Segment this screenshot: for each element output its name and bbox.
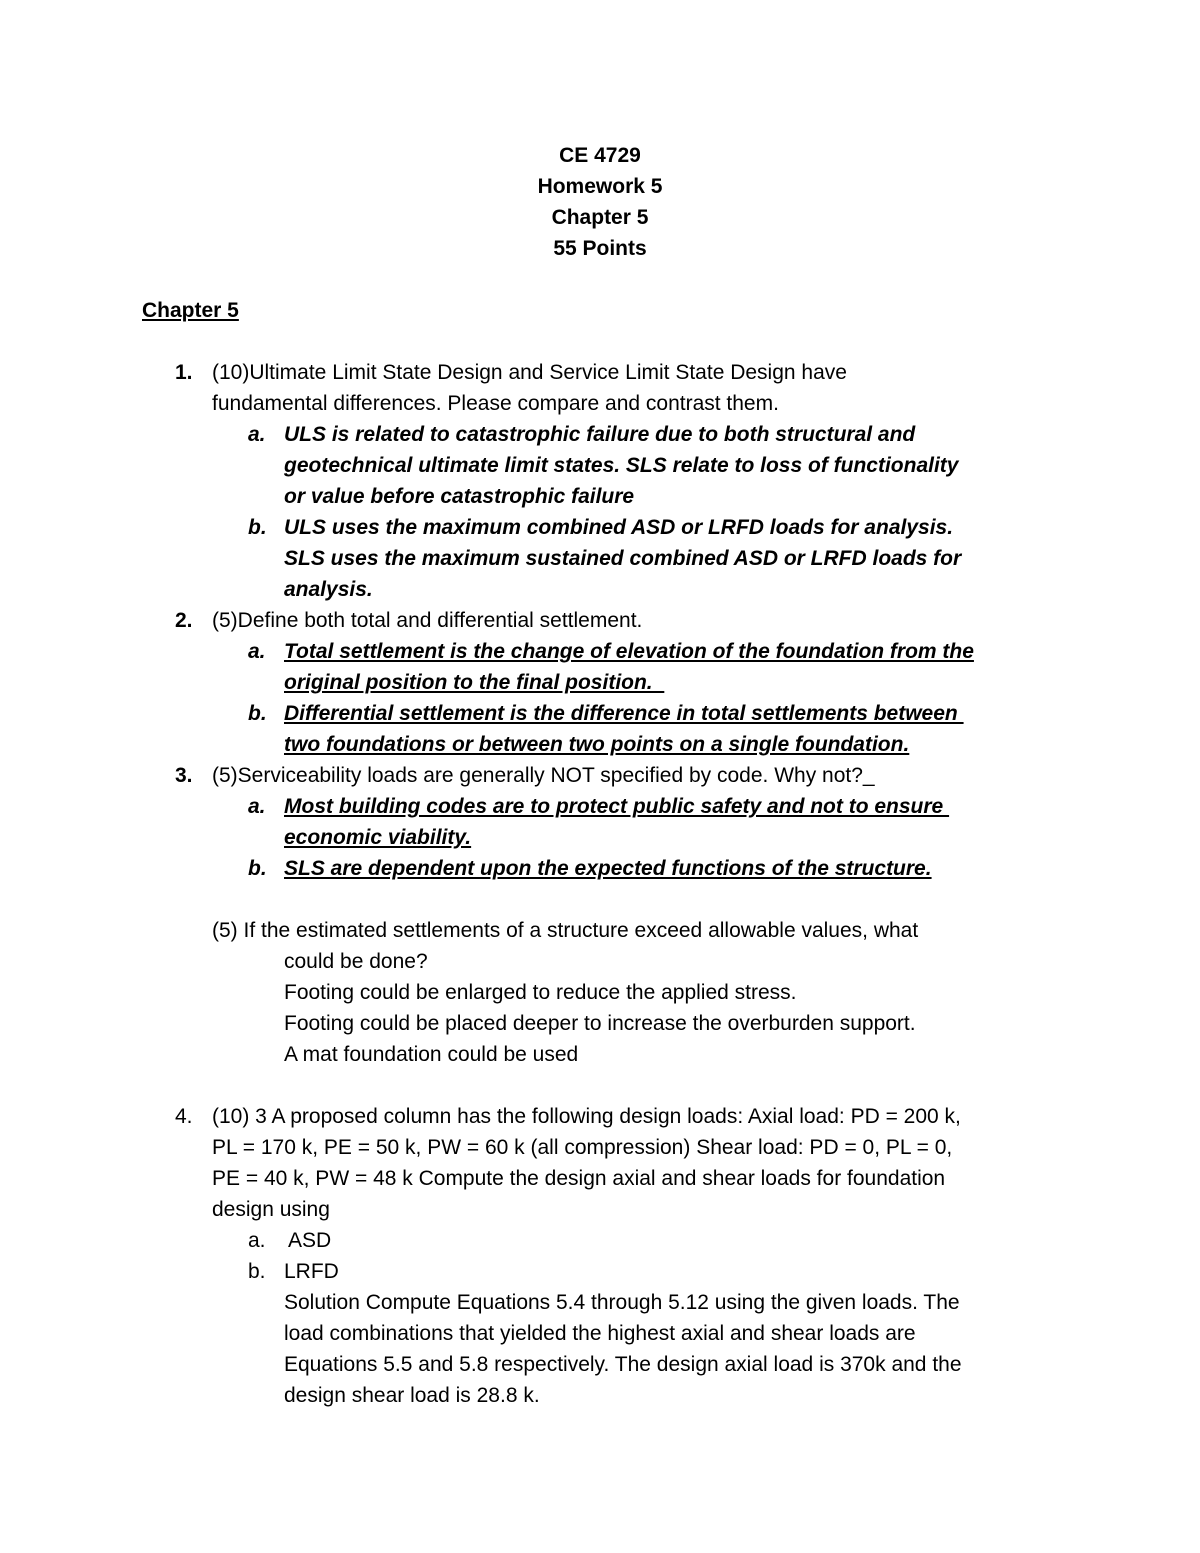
q1-number: 1. <box>175 361 193 384</box>
q1-line2: fundamental differences. Please compare and contrast them. <box>212 392 779 415</box>
course-title: CE 4729 <box>559 144 641 167</box>
q4-number: 4. <box>175 1105 193 1128</box>
qx-line1: (5) If the estimated settlements of a structure exceed allowable values, what <box>212 919 919 942</box>
points-title: 55 Points <box>553 237 647 260</box>
q4-b-label: b. <box>248 1260 266 1283</box>
q1-a-line1: ULS is related to catastrophic failure due to both structural and <box>284 423 916 446</box>
q4-line3: PE = 40 k, PW = 48 k Compute the design axial and shear loads for foundation <box>212 1167 946 1190</box>
q4-line4: design using <box>212 1198 330 1221</box>
q2-number: 2. <box>175 609 193 632</box>
q4-b-text: LRFD <box>284 1260 339 1283</box>
q2-a-line1: Total settlement is the change of elevation of the foundation from the <box>284 640 974 663</box>
qx-answer2: Footing could be placed deeper to increase the overburden support. <box>284 1012 916 1035</box>
q1-a-line3: or value before catastrophic failure <box>284 485 635 508</box>
q3-line1: (5)Serviceability loads are generally NOT specified by code. Why not?_ <box>212 764 875 787</box>
chapter-title: Chapter 5 <box>551 206 649 229</box>
q4-solution-line3: Equations 5.5 and 5.8 respectively. The design axial load is 370k and the <box>284 1353 962 1376</box>
q4-a-text: ASD <box>288 1229 332 1252</box>
qx-answer3: A mat foundation could be used <box>284 1043 579 1066</box>
q3-a-line1: Most building codes are to protect public safety and not to ensure <box>284 795 950 818</box>
q3-a-label: a. <box>248 795 266 818</box>
q1-b-line2: SLS uses the maximum sustained combined ASD or LRFD loads for <box>284 547 962 570</box>
q4-solution-line2: load combinations that yielded the highest axial and shear loads are <box>284 1322 916 1345</box>
section-heading: Chapter 5 <box>142 299 239 322</box>
q4-solution-line4: design shear load is 28.8 k. <box>284 1384 540 1407</box>
q2-b-line2: two foundations or between two points on a single foundation. <box>284 733 910 756</box>
q4-solution-line1: Solution Compute Equations 5.4 through 5.12 using the given loads. The <box>284 1291 960 1314</box>
q1-a-line2: geotechnical ultimate limit states. SLS relate to loss of functionality <box>284 454 959 477</box>
q3-a-line2: economic viability. <box>284 826 472 849</box>
q1-b-line1: ULS uses the maximum combined ASD or LRFD loads for analysis. <box>284 516 954 539</box>
q1-line1: (10)Ultimate Limit State Design and Service Limit State Design have <box>212 361 847 384</box>
q2-b-line1: Differential settlement is the difference in total settlements between <box>284 702 964 725</box>
qx-answer1: Footing could be enlarged to reduce the applied stress. <box>284 981 797 1004</box>
q4-line2: PL = 170 k, PE = 50 k, PW = 60 k (all compression) Shear load: PD = 0, PL = 0, <box>212 1136 953 1159</box>
q1-a-label: a. <box>248 423 266 446</box>
qx-line2: could be done? <box>284 950 428 973</box>
q2-line1: (5)Define both total and differential settlement. <box>212 609 643 632</box>
q3-b-line1: SLS are dependent upon the expected functions of the structure. <box>284 857 932 880</box>
q1-b-line3: analysis. <box>284 578 373 601</box>
q2-a-line2: original position to the final position. <box>284 671 665 694</box>
q3-number: 3. <box>175 764 193 787</box>
q4-line1: (10) 3 A proposed column has the following design loads: Axial load: PD = 200 k, <box>212 1105 961 1128</box>
q2-a-label: a. <box>248 640 266 663</box>
q3-b-label: b. <box>248 857 267 880</box>
homework-title: Homework 5 <box>537 175 663 198</box>
q1-b-label: b. <box>248 516 267 539</box>
q2-b-label: b. <box>248 702 267 725</box>
q4-a-label: a. <box>248 1229 266 1252</box>
